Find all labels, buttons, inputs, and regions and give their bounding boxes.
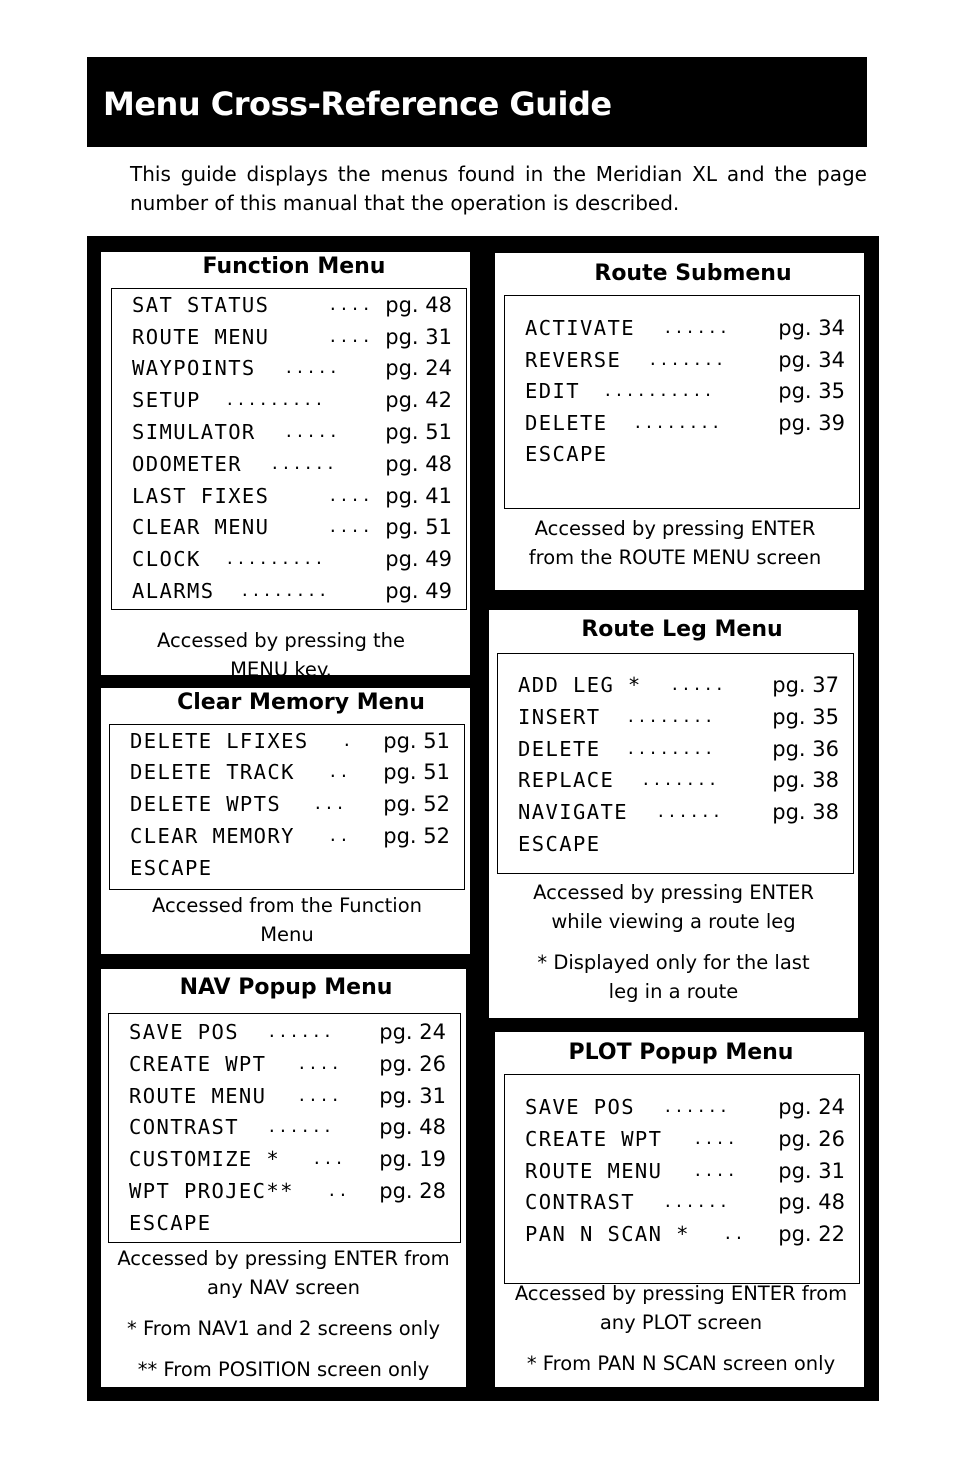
menu-item: CLEAR MENU .... pg. 51: [132, 515, 452, 539]
plot-popup-menu-caption: Accessed by pressing ENTER from: [514, 1282, 848, 1305]
menu-item: CREATE WPT .... pg. 26: [129, 1052, 446, 1076]
menu-item: ADD LEG * ..... pg. 37: [518, 673, 839, 697]
menu-item: DELETE ........ pg. 39: [525, 411, 845, 435]
function-menu-title: Function Menu: [202, 254, 386, 279]
nav-popup-menu-caption: Accessed by pressing ENTER from: [117, 1247, 450, 1270]
plot-popup-menu-panel: [495, 1032, 864, 1387]
menu-item: EDIT .......... pg. 35: [525, 379, 845, 403]
nav-popup-menu-panel: [101, 969, 466, 1387]
clear-memory-menu-caption: Menu: [260, 923, 314, 946]
nav-popup-menu-note: * From NAV1 and 2 screens only: [127, 1317, 440, 1340]
menu-item: ROUTE MENU .... pg. 31: [132, 325, 452, 349]
plot-popup-menu-caption: any PLOT screen: [599, 1311, 763, 1334]
nav-popup-menu-caption: any NAV screen: [206, 1276, 361, 1299]
nav-popup-menu-title: NAV Popup Menu: [179, 975, 393, 1000]
menu-item: DELETE ........ pg. 36: [518, 737, 839, 761]
menu-item: SAVE POS ...... pg. 24: [129, 1020, 446, 1044]
menu-item: DELETE WPTS ... pg. 52: [130, 792, 450, 816]
menu-item: SIMULATOR ..... pg. 51: [132, 420, 452, 444]
menu-item: SETUP ......... pg. 42: [132, 388, 452, 412]
menu-item: ACTIVATE ...... pg. 34: [525, 316, 845, 340]
menu-item: SAVE POS ...... pg. 24: [525, 1095, 845, 1119]
menu-item: ESCAPE: [130, 856, 213, 880]
route-leg-menu-display: [497, 653, 854, 874]
route-submenu-panel: [495, 253, 864, 590]
nav-popup-menu-display: [108, 1013, 461, 1243]
menu-item: LAST FIXES .... pg. 41: [132, 484, 452, 508]
menu-item: CONTRAST ...... pg. 48: [525, 1190, 845, 1214]
page-title: Menu Cross-Reference Guide: [103, 85, 612, 123]
menu-item: NAVIGATE ...... pg. 38: [518, 800, 839, 824]
menu-item: ALARMS ........ pg. 49: [132, 579, 452, 603]
menu-item: WPT PROJEC** .. pg. 28: [129, 1179, 446, 1203]
function-menu-display: [111, 288, 467, 610]
menu-item: DELETE TRACK .. pg. 51: [130, 760, 450, 784]
route-submenu-caption: Accessed by pressing ENTER: [534, 517, 816, 540]
clear-memory-menu-title: Clear Memory Menu: [177, 690, 425, 715]
plot-popup-menu-title: PLOT Popup Menu: [568, 1040, 794, 1065]
menu-item: CONTRAST ...... pg. 48: [129, 1115, 446, 1139]
menu-item: SAT STATUS .... pg. 48: [132, 293, 452, 317]
menu-item: CLOCK ......... pg. 49: [132, 547, 452, 571]
menu-item: CLEAR MEMORY .. pg. 52: [130, 824, 450, 848]
menu-item: CUSTOMIZE * ... pg. 19: [129, 1147, 446, 1171]
route-leg-menu-title: Route Leg Menu: [581, 617, 783, 642]
menu-item: WAYPOINTS ..... pg. 24: [132, 356, 452, 380]
menu-item: ODOMETER ...... pg. 48: [132, 452, 452, 476]
route-leg-menu-note: * Displayed only for the last: [537, 951, 810, 974]
function-menu-caption: Accessed by pressing the: [156, 629, 406, 652]
route-submenu-display: [504, 295, 860, 509]
route-submenu-caption: from the ROUTE MENU screen: [528, 546, 822, 569]
function-menu-panel: [101, 252, 470, 681]
menu-item: INSERT ........ pg. 35: [518, 705, 839, 729]
clear-memory-menu-caption: Accessed from the Function: [151, 894, 423, 917]
plot-popup-menu-display: [504, 1074, 860, 1284]
menu-item: REPLACE ....... pg. 38: [518, 768, 839, 792]
route-leg-menu-caption: while viewing a route leg: [551, 910, 796, 933]
menu-item: CREATE WPT .... pg. 26: [525, 1127, 845, 1151]
route-leg-menu-caption: Accessed by pressing ENTER: [533, 881, 814, 904]
menu-item: ROUTE MENU .... pg. 31: [525, 1159, 845, 1183]
menu-item: ESCAPE: [518, 832, 601, 856]
clear-memory-menu-display: [109, 724, 465, 890]
menu-item: DELETE LFIXES . pg. 51: [130, 729, 450, 753]
menu-item: ESCAPE: [525, 442, 608, 466]
menu-item: ROUTE MENU .... pg. 31: [129, 1084, 446, 1108]
intro-text: This guide displays the menus found in the Meridian XL and the page number of this manual that the operation is described.: [130, 162, 867, 215]
function-menu-caption: MENU key.: [230, 658, 332, 681]
plot-popup-menu-note: * From PAN N SCAN screen only: [526, 1352, 836, 1375]
menu-reference-frame: [87, 236, 879, 1401]
route-leg-menu-panel: [489, 610, 858, 1018]
menu-item: ESCAPE: [129, 1211, 212, 1235]
menu-item: PAN N SCAN * .. pg. 22: [525, 1222, 845, 1246]
menu-item: REVERSE ....... pg. 34: [525, 348, 845, 372]
nav-popup-menu-note: ** From POSITION screen only: [137, 1358, 430, 1381]
title-bar: [87, 57, 867, 147]
clear-memory-menu-panel: [101, 688, 470, 954]
route-leg-menu-note: leg in a route: [608, 980, 739, 1003]
route-submenu-title: Route Submenu: [594, 261, 792, 286]
